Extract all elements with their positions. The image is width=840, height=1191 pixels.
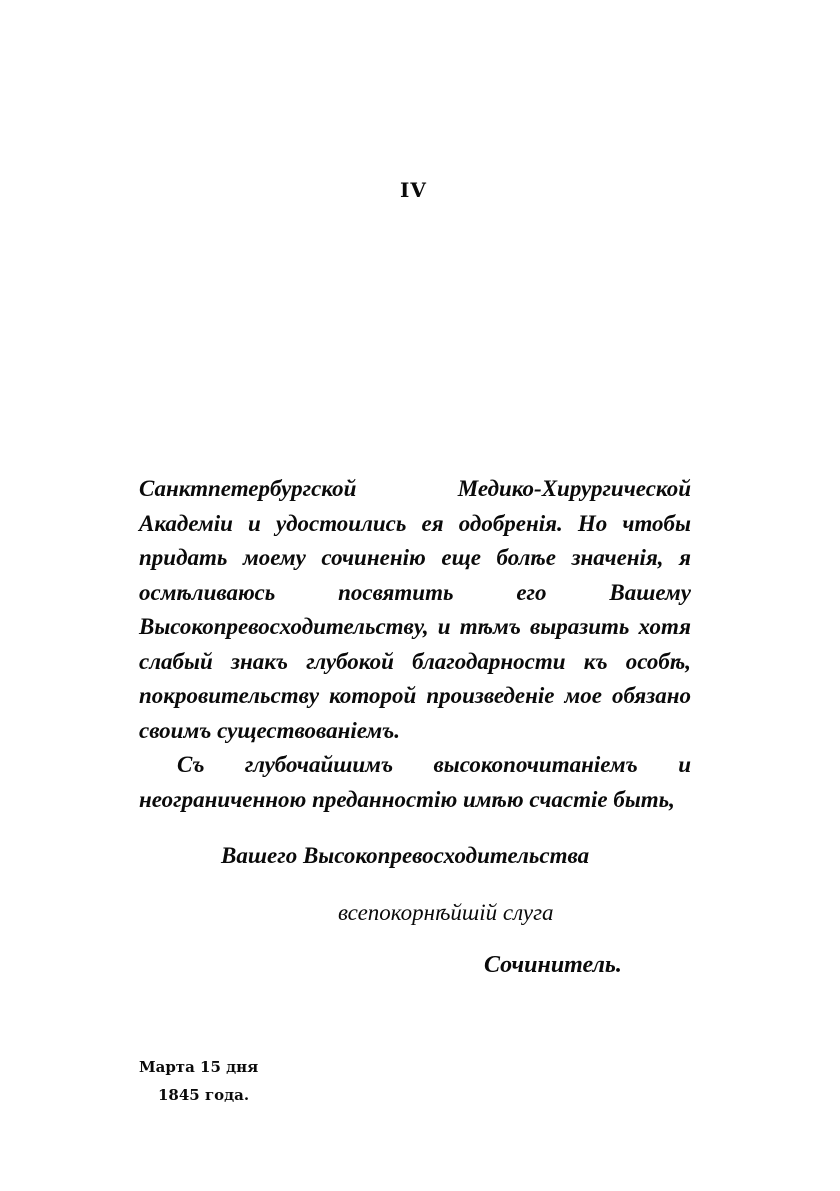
date-day: Марта 15 дня [139,1058,259,1076]
dedication-paragraph: Санктпетербургской Медико-Хирургической Академіи и удостоились ея одобренія. Но чтобы придать моему сочиненію еще болѣе значенія, я осмѣливаюсь посвятить его Вашему Высокопревосходительству, и тѣмъ выразить хотя слабый знакъ глубокой благодарности къ особѣ, покровительству которой произведеніе мое обязано своимъ существованіемъ. [139,476,691,743]
salutation-line: Вашего Высокопревосходительства [221,843,590,868]
servant-line: всепокорнѣйшій слуга [338,900,554,925]
signature-line: Сочинитель. [484,952,622,978]
closing-paragraph: Съ глубочайшимъ высокопочитаніемъ и неограниченною преданностію имѣю счастіе быть, [139,752,691,812]
date-year: 1845 года. [158,1086,250,1104]
dedication-body [139,472,691,817]
page-number: IV [400,178,427,202]
